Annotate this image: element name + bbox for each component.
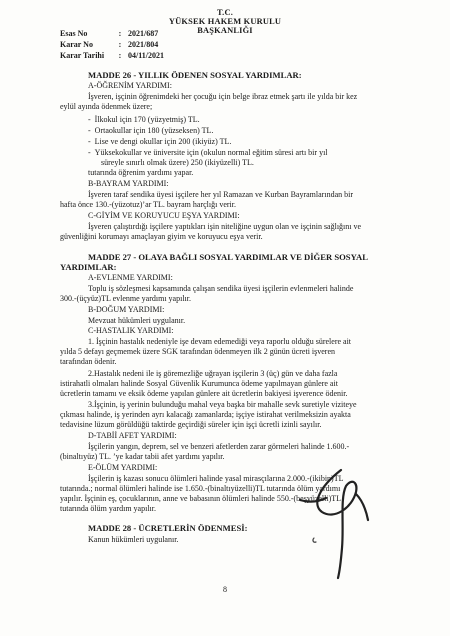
madde26-b-para-1: İşveren taraf sendika üyesi işçilere her yıl Ramazan ve Kurban Bayramlarından bir bbox=[88, 190, 354, 199]
meta-esas-label: Esas No bbox=[60, 29, 88, 38]
madde27-c3-line-2: çıkması halinde, iş yerinden ayrı kalacağı zamanlarda; işçiye istirahat verilmeksizin ayakta bbox=[60, 410, 351, 419]
madde26-bullet-1: - İlkokul için 170 (yüzyetmiş) TL. bbox=[88, 115, 200, 124]
madde26-b-heading: B-BAYRAM YARDIMI: bbox=[88, 179, 169, 188]
madde27-c2-line-1: 2.Hastalık nedeni ile iş göremezliğe uğrayan işçilerin 3 (üç) gün ve daha fazla bbox=[88, 369, 338, 378]
madde27-a-para-2: 300.-(üçyüz)TL evlenme yardımı yapılır. bbox=[60, 294, 191, 303]
madde27-d-heading: D-TABİİ AFET YARDIMI: bbox=[88, 431, 177, 440]
madde27-c1-line-2: yılda 5 defayı geçmemek üzere SGK tarafından ödenmeyen ilk 2 günün ücreti işveren bbox=[60, 347, 336, 356]
madde26-a-para-2: eylül ayında ödenmek üzere; bbox=[60, 102, 153, 111]
meta-colon: : bbox=[118, 51, 122, 60]
madde27-e-para-1: İşçilerin iş kazası sonucu ölümleri halinde yasal mirasçılarına 2.000.-(ikibin)TL bbox=[88, 474, 344, 483]
bullet-dash: - bbox=[88, 148, 95, 157]
madde27-c1-line-1: 1. İşçinin hastalık nedeniyle işe devam edemediği veya raporlu olduğu sürelere ait bbox=[88, 337, 352, 346]
madde27-e-para-2: tutarında.; normal ölümleri halinde ise 1.650.-(binaltıyüzelli)TL tutarında ölüm yardımı bbox=[60, 484, 341, 493]
madde26-a-para-3: tutarında öğrenim yardımı yapar. bbox=[88, 168, 194, 177]
meta-colon: : bbox=[118, 29, 122, 38]
meta-esas-value: 2021/687 bbox=[128, 29, 159, 38]
meta-karar-label: Karar No bbox=[60, 40, 93, 49]
madde27-title-2: YARDIMLAR: bbox=[60, 262, 117, 272]
madde26-bullet-3: - Lise ve dengi okullar için 200 (ikiyüz) TL. bbox=[88, 137, 232, 146]
madde27-e-para-3: yapılır. İşçinin eş, çocuklarının, anne ve babasının ölümleri halinde 550.-(beşyüzelli)TL bbox=[60, 494, 342, 503]
madde26-a-para-1: İşveren, işçinin öğrenimdeki her çocuğu için belge ibraz etmek şartı ile yılda bir kez bbox=[88, 92, 358, 101]
meta-colon: : bbox=[118, 40, 122, 49]
madde26-bullet-2: - Ortaokullar için 180 (yüzseksen) TL. bbox=[88, 126, 214, 135]
madde27-a-heading: A-EVLENME YARDIMI: bbox=[88, 273, 173, 282]
madde27-c1-line-3: tarafından ödenir. bbox=[60, 357, 117, 366]
madde27-title-1: MADDE 27 - OLAYA BAĞLI SOSYAL YARDIMLAR VE DİĞER SOSYAL bbox=[88, 252, 368, 262]
madde27-e-para-4: tutarında ölüm yardım yapılır. bbox=[60, 504, 156, 513]
madde28-title: MADDE 28 - ÜCRETLERİN ÖDENMESİ: bbox=[88, 523, 248, 533]
bullet-dash: - bbox=[88, 126, 95, 135]
madde27-a-para-1: Toplu iş sözleşmesi kapsamında çalışan sendika üyesi işçilerin evlenmeleri halinde bbox=[88, 284, 354, 293]
madde26-bullet-4: - Yüksekokullar ve üniversite için (okulun normal eğitim süresi artı bir yıl bbox=[88, 148, 328, 157]
bullet-dash: - bbox=[88, 115, 95, 124]
header-department: BAŞKANLIĞI bbox=[197, 26, 253, 35]
madde27-c3-line-1: 3.İşçinin, iş yerinin bulunduğu mahal veya başka bir mahalle sevk suretiyle viziteye bbox=[88, 400, 357, 409]
madde27-d-para-1: İşçilerin yangın, deprem, sel ve benzeri afetlerden zarar görmeleri halinde 1.600.- bbox=[88, 442, 350, 451]
madde26-c-para-1: İşveren çalıştırdığı işçilere yaptıkları işin niteliğine uygun olan ve işçinin sağlığını ve bbox=[88, 222, 362, 231]
madde26-c-heading: C-GİYİM VE KORUYUCU EŞYA YARDIMI: bbox=[88, 211, 240, 220]
madde27-b-heading: B-DOĞUM YARDIMI: bbox=[88, 305, 165, 314]
meta-tarih-value: 04/11/2021 bbox=[128, 51, 165, 60]
madde26-c-para-2: güvenliğini korumayı amaçlayan giyim ve koruyucu eşya verir. bbox=[60, 232, 263, 241]
madde26-bullet-4-cont: süreyle sınırlı olmak üzere) 250 (ikiyüzelli) TL. bbox=[101, 158, 254, 167]
madde28-para-1: Kanun hükümleri uygulanır. bbox=[88, 535, 179, 544]
madde27-c3-line-3: tedavisine lüzum görüldüğü taktirde geçirdiği süreler için işçi ücretli izinli sayılır. bbox=[60, 420, 322, 429]
meta-tarih-label: Karar Tarihi bbox=[60, 51, 105, 60]
madde27-d-para-2: (binaltıyüz) TL. ’ye kadar tabii afet yardımı yapılır. bbox=[60, 452, 225, 461]
header-tc: T.C. bbox=[217, 8, 233, 17]
bullet-dash: - bbox=[88, 137, 95, 146]
page-number: 8 bbox=[223, 585, 227, 594]
header-institution: YÜKSEK HAKEM KURULU bbox=[168, 17, 282, 26]
madde26-a-heading: A-ÖĞRENİM YARDIMI: bbox=[88, 81, 172, 90]
meta-karar-value: 2021/804 bbox=[128, 40, 159, 49]
madde27-c-heading: C-HASTALIK YARDIMI: bbox=[88, 326, 174, 335]
madde27-c2-line-2: istirahatli olmaları halinde Sosyal Güvenlik Kurumunca ödeme yapılmayan günlere ait bbox=[60, 379, 338, 388]
madde27-c2-line-3: ücretlerin tamamı ve eksik ödeme yapılan günlere ait ücretlerin bakiyesi işverence ödenir. bbox=[60, 389, 348, 398]
madde26-b-para-2: hafta önce 130.-(yüzotuz)’ar TL. bayram harçlığı verir. bbox=[60, 200, 236, 209]
madde27-e-heading: E-ÖLÜM YARDIMI: bbox=[88, 463, 158, 472]
madde27-b-para-1: Mevzuat hükümleri uygulanır. bbox=[88, 316, 186, 325]
madde26-title: MADDE 26 - YILLIK ÖDENEN SOSYAL YARDIMLAR: bbox=[88, 70, 302, 80]
